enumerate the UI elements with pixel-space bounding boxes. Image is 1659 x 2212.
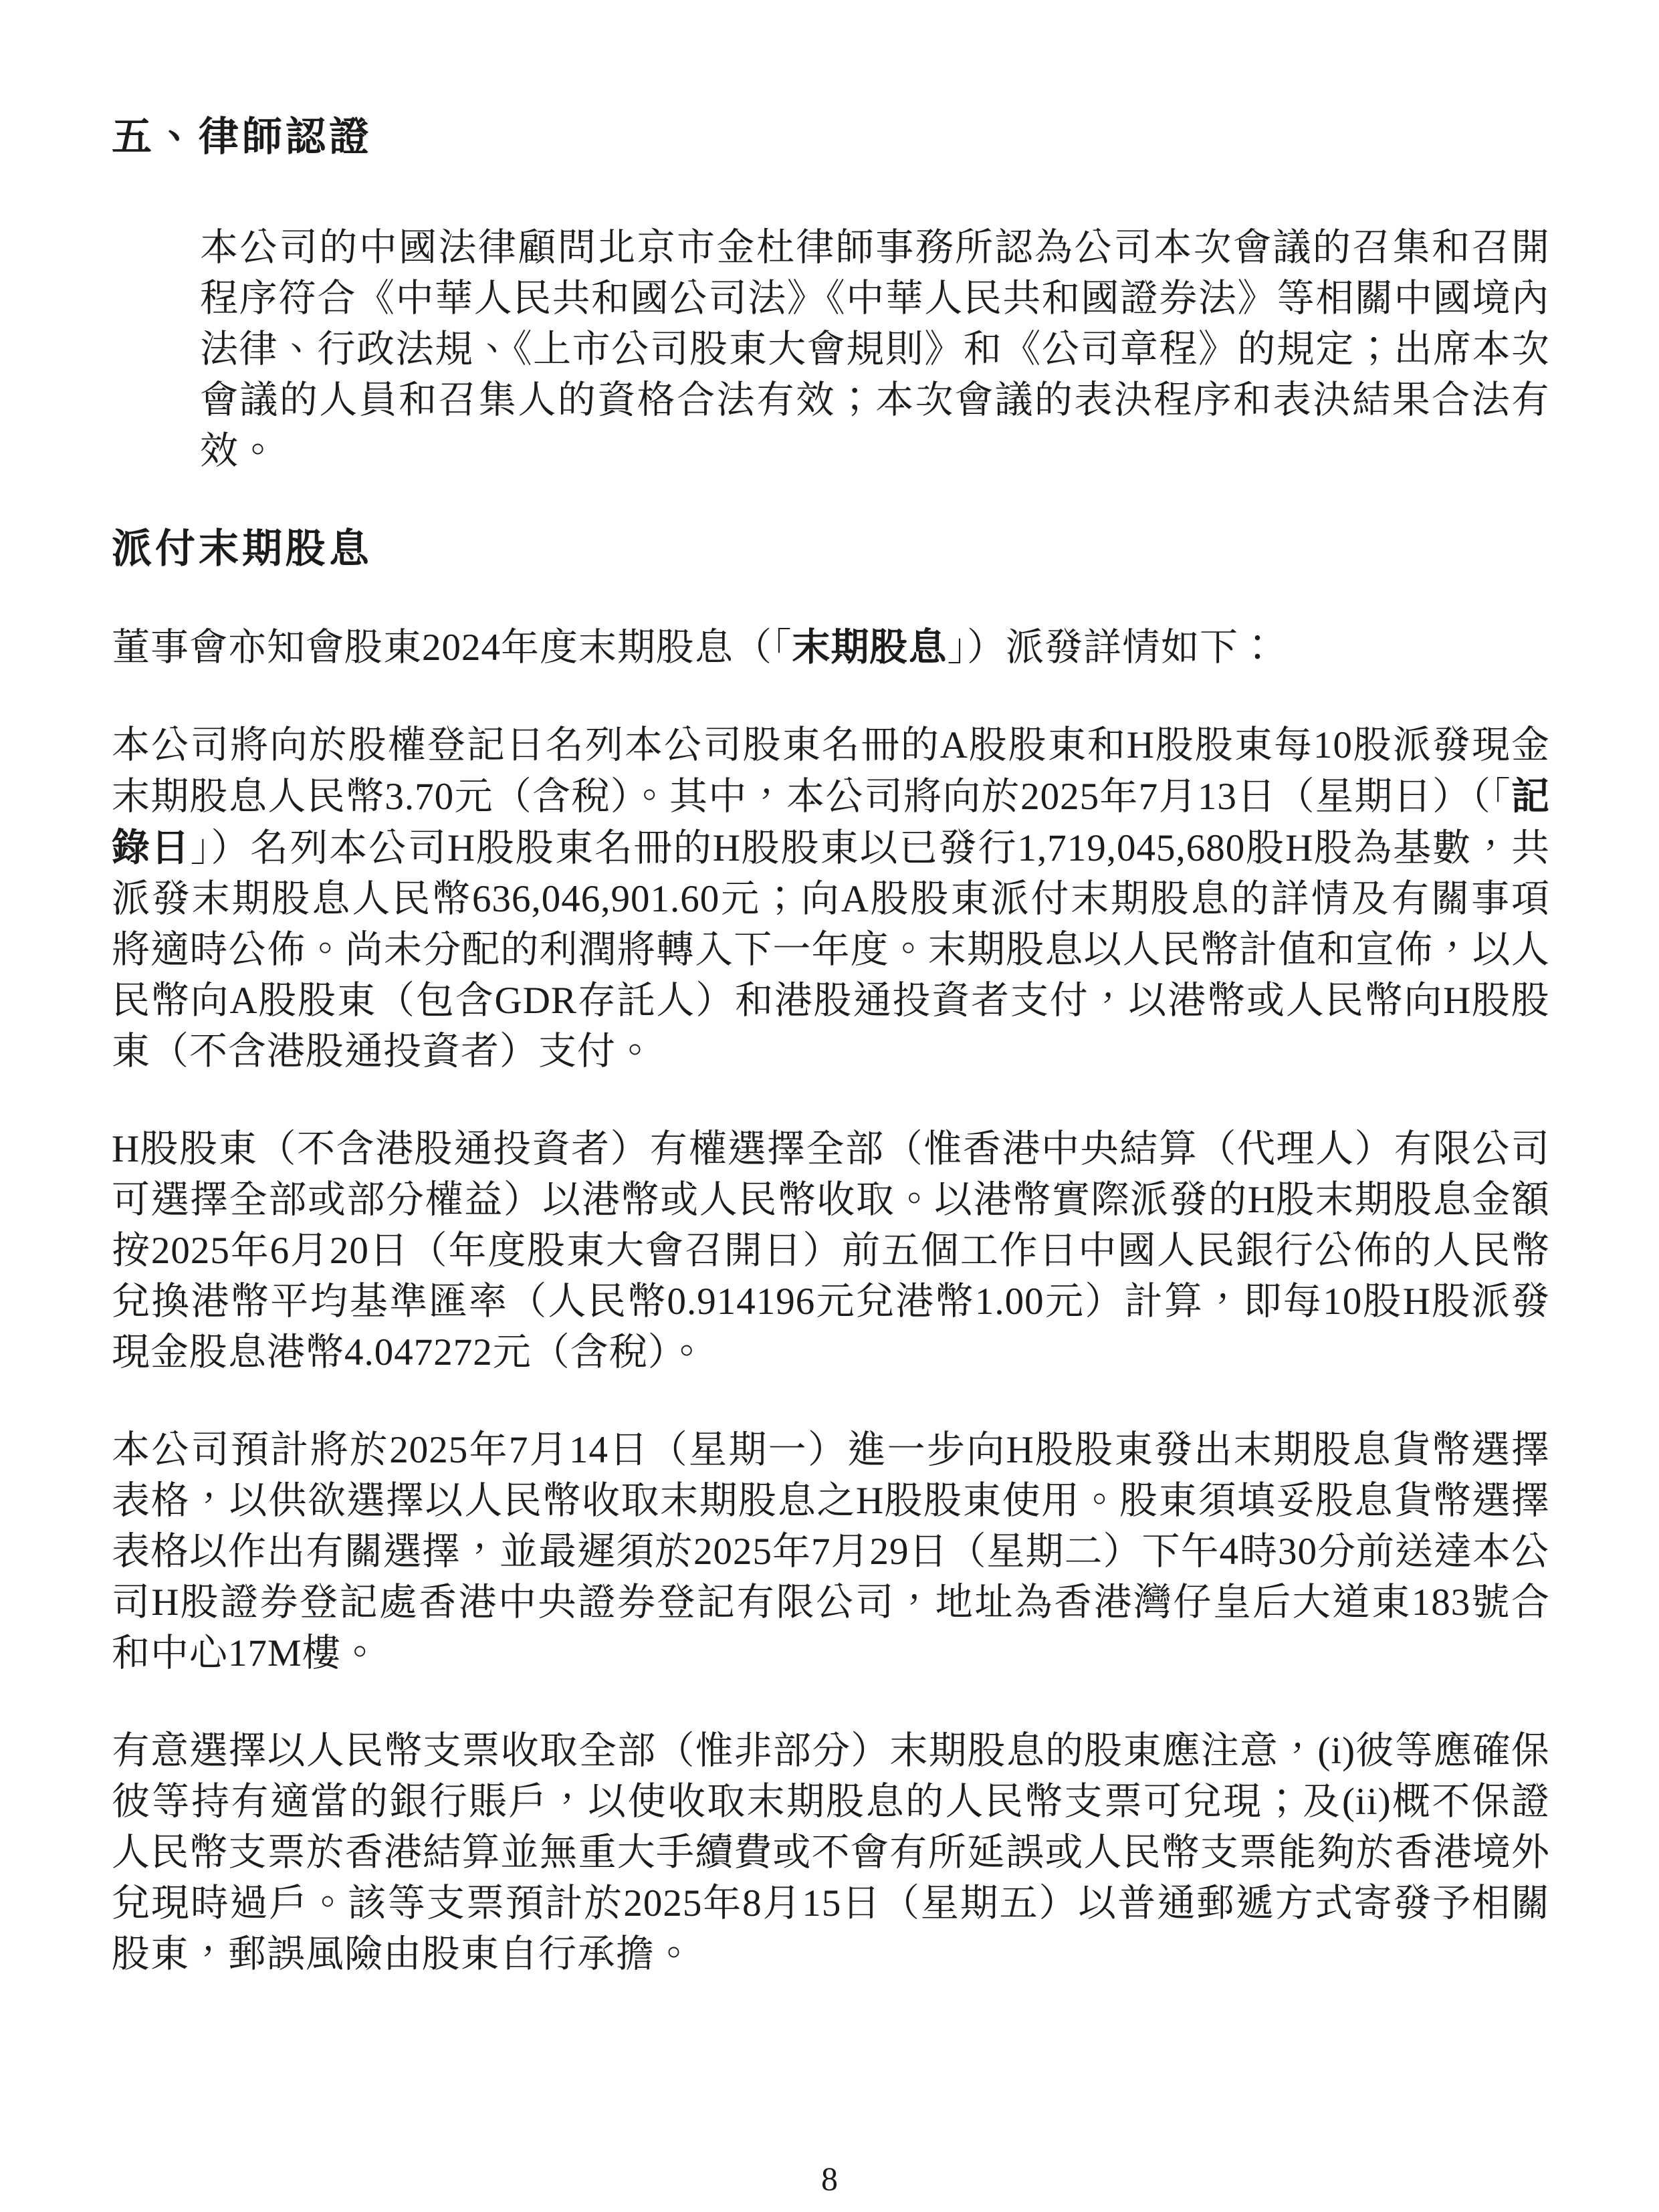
record-date-paragraph xyxy=(112,720,1550,1077)
defined-term-record-date: 記錄日 xyxy=(112,775,1550,869)
lawyer-certification-paragraph: 本公司的中國法律顧問北京市金杜律師事務所認為公司本次會議的召集和召開程序符合《中華人民共和國公司法》《中華人民共和國證券法》等相關中國境內法律、行政法規、《上市公司股東大會規則》和《公司章程》的規定；出席本次會議的人員和召集人的資格合法有效；本次會議的表決程序和表決結果合法有效。 xyxy=(200,227,1550,472)
section-heading-final-dividend: 派付末期股息 xyxy=(112,526,372,571)
section-heading-lawyer-certification: 五、律師認證 xyxy=(112,114,372,159)
dividend-intro-suffix: 」）派發詳情如下： xyxy=(947,627,1277,669)
currency-election-paragraph: H股股東（不含港股通投資者）有權選擇全部（惟香港中央結算（代理人）有限公司可選擇全部或部分權益）以港幣或人民幣收取。以港幣實際派發的H股末期股息金額按2025年6月20日（年度股東大會召開日）前五個工作日中國人民銀行公佈的人民幣兌換港幣平均基準匯率（人民幣0.914196元兌港幣1.00元）計算，即每10股H股派發現金股息港幣4.047272元（含稅）。 xyxy=(112,1128,1550,1373)
page-content xyxy=(112,112,1550,2027)
record-date-part1: 本公司將向於股權登記日名列本公司股東名冊的A股股東和H股股東每10股派發現金末期股息人民幣3.70元（含稅）。其中，本公司將向於2025年7月13日（星期日）（「 xyxy=(112,724,1550,818)
rmb-cheque-paragraph: 有意選擇以人民幣支票收取全部（惟非部分）末期股息的股東應注意，(i)彼等應確保彼等持有適當的銀行賬戶，以使收取末期股息的人民幣支票可兌現；及(ii)概不保證人民幣支票於香港結算並無重大手續費或不會有所延誤或人民幣支票能夠於香港境外兌現時過戶。該等支票預計於2025年8月15日（星期五）以普通郵遞方式寄發予相關股東，郵誤風險由股東自行承擔。 xyxy=(112,1730,1550,1975)
election-form-paragraph: 本公司預計將於2025年7月14日（星期一）進一步向H股股東發出末期股息貨幣選擇表格，以供欲選擇以人民幣收取末期股息之H股股東使用。股東須填妥股息貨幣選擇表格以作出有關選擇，並最遲須於2025年7月29日（星期二）下午4時30分前送達本公司H股證券登記處香港中央證券登記有限公司，地址為香港灣仔皇后大道東183號合和中心17M樓。 xyxy=(112,1429,1550,1674)
defined-term-final-dividend: 末期股息 xyxy=(792,626,948,669)
dividend-intro-prefix: 董事會亦知會股東2024年度末期股息（「 xyxy=(112,627,792,669)
record-date-part2: 」）名列本公司H股股東名冊的H股股東以已發行1,719,045,680股H股為基數，共派發末期股息人民幣636,046,901.60元；向A股股東派付末期股息的詳情及有關事項將適時公佈。尚未分配的利潤將轉入下一年度。末期股息以人民幣計值和宣佈，以人民幣向A股股東（包含GDR存託人）和港股通投資者支付，以港幣或人民幣向H股股東（不含港股通投資者）支付。 xyxy=(112,827,1550,1073)
dividend-intro-paragraph xyxy=(112,622,1550,673)
page-number: 8 xyxy=(821,2160,838,2197)
